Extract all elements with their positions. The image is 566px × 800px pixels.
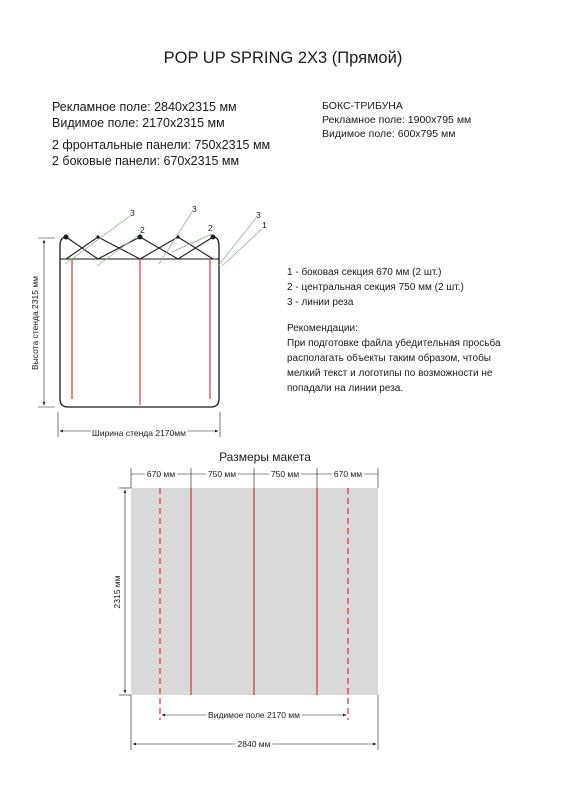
segment-width-label: 670 мм — [146, 469, 176, 479]
callout-leader — [222, 229, 262, 266]
total-width-label: 2840 мм — [237, 739, 271, 749]
legend-item-cut-lines: 3 - линии реза — [287, 297, 354, 308]
callout-number: 3 — [192, 204, 197, 214]
page-title: POP UP SPRING 2X3 (Прямой) — [163, 49, 403, 67]
ad-field-spec: Рекламное поле: 2840x2315 мм — [52, 100, 237, 114]
legend-item-center-section: 2 - центральная секция 750 мм (2 шт.) — [287, 282, 464, 293]
callout-leader — [97, 234, 140, 266]
segment-width-label: 670 мм — [333, 469, 363, 479]
callout-number: 1 — [262, 220, 267, 230]
callout-number: 2 — [140, 225, 145, 235]
box-tribune-visible-field: Видимое поле: 600x795 мм — [322, 128, 456, 140]
truss-line — [66, 237, 213, 259]
visible-field-label: Видимое поле 2170 мм — [208, 710, 300, 720]
recommendations-line: попадали на линии реза. — [287, 383, 404, 394]
layout-heading: Размеры макета — [219, 450, 311, 464]
recommendations-line: располагать объекты таким образом, чтобы — [287, 353, 491, 364]
callout-number: 3 — [256, 210, 261, 220]
layout-height-label: 2315 мм — [112, 575, 122, 609]
stand-diagram — [30, 204, 267, 438]
hinge-node — [64, 235, 69, 240]
box-tribune-heading: БОКС-ТРИБУНА — [322, 100, 403, 112]
recommendations-heading: Рекомендации: — [287, 323, 358, 334]
hinge-node — [211, 235, 216, 240]
callout-leader — [218, 218, 256, 266]
callout-leader — [159, 212, 192, 264]
callout-leader — [65, 216, 130, 264]
segment-width-label: 750 мм — [270, 469, 300, 479]
recommendations-line: При подготовке файла убедительная просьба — [287, 338, 501, 349]
callout-number: 3 — [130, 208, 135, 218]
recommendations-line: мелкий текст и логотипы по возможности не — [287, 368, 493, 379]
side-panels-spec: 2 боковые панели: 670x2315 мм — [52, 154, 240, 168]
visible-field-spec: Видимое поле: 2170x2315 мм — [52, 116, 225, 130]
segment-width-label: 750 мм — [207, 469, 237, 479]
legend-item-side-section: 1 - боковая секция 670 мм (2 шт.) — [287, 267, 442, 278]
stand-height-label: Высота стенда 2315 мм — [30, 275, 40, 371]
truss-line — [66, 237, 213, 259]
layout-section — [112, 450, 378, 750]
callout-number: 2 — [208, 223, 213, 233]
hinge-node — [96, 235, 99, 238]
front-panels-spec: 2 фронтальные панели: 750x2315 мм — [52, 138, 271, 152]
box-tribune-ad-field: Рекламное поле: 1900x795 мм — [322, 114, 472, 126]
stand-width-label: Ширина стенда 2170мм — [92, 428, 186, 438]
